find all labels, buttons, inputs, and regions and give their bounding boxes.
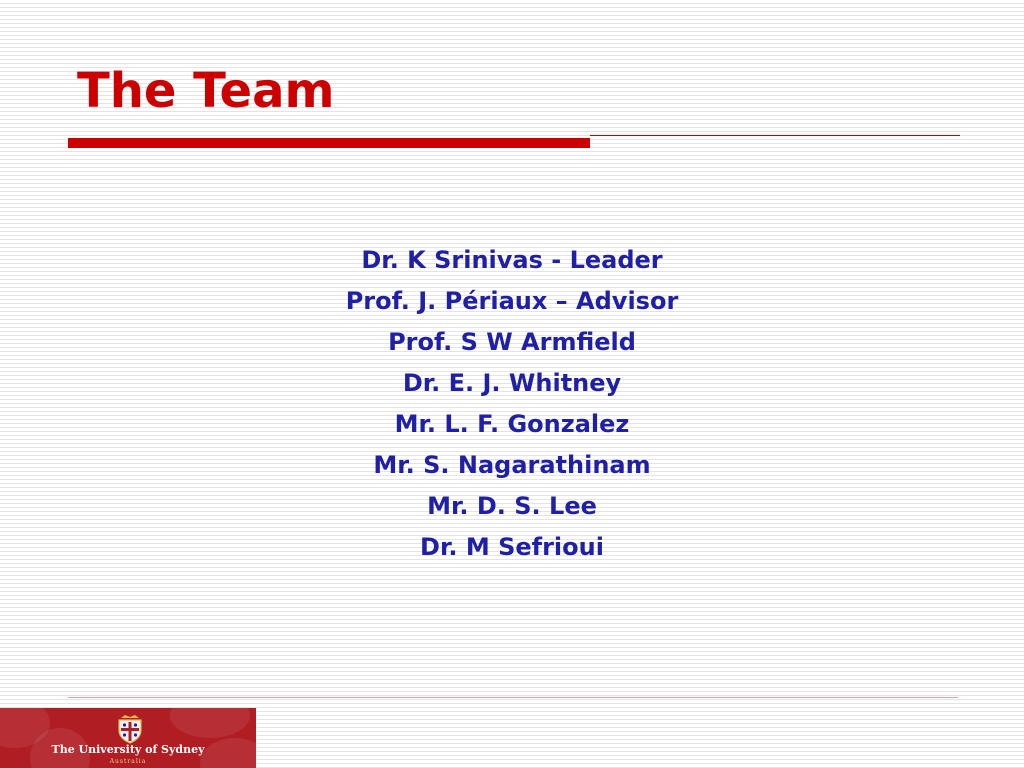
team-member: Dr. E. J. Whitney: [402, 369, 622, 397]
slide-title: The Team: [77, 63, 335, 119]
university-logo: [0, 708, 256, 768]
university-crest-icon: [117, 714, 143, 744]
logo-university-name: The University of Sydney: [51, 743, 205, 756]
team-member: Prof. S W Armfield: [388, 328, 636, 356]
footer-divider: [68, 697, 958, 698]
team-member-list: [0, 240, 1024, 568]
logo-country: Australia: [109, 758, 147, 765]
team-member: Mr. S. Nagarathinam: [373, 451, 651, 479]
title-underline-rule: [590, 135, 960, 136]
team-member: Dr. M Sefrioui: [420, 533, 604, 561]
team-member: Mr. D. S. Lee: [427, 492, 597, 520]
team-member: Mr. L. F. Gonzalez: [394, 410, 630, 438]
title-underline-bar: [68, 138, 590, 148]
team-member: Prof. J. Périaux – Advisor: [345, 287, 679, 315]
team-member: Dr. K Srinivas - Leader: [361, 246, 663, 274]
